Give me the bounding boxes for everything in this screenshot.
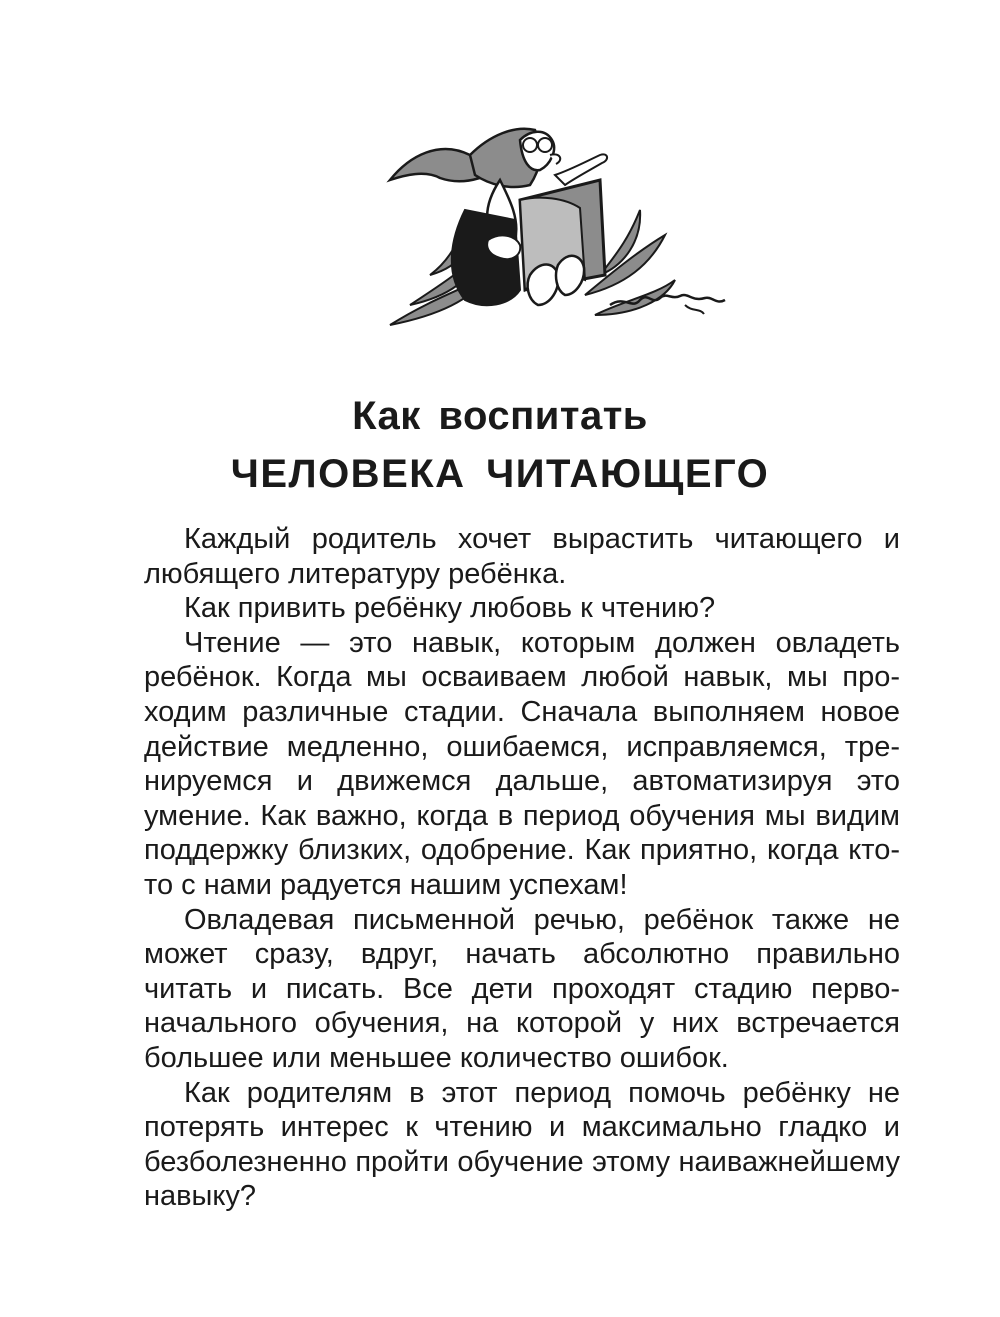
foot-left <box>528 264 559 305</box>
foot-right <box>556 256 584 295</box>
paragraph: Чтение — это навык, которым должен овладеть ребёнок. Когда мы осваиваем любой навык, мы проходим различные стадии. Сначала выполняем новое действие медленно, ошибаемся, исправляемся, тренируемся и движемся дальше, автоматизируя это умение. Как важно, когда в период обучения мы видим поддержку близких, одобрение. Как приятно, когда кто-то с нами радуется нашим успехам! <box>144 626 900 901</box>
title-line-1: Как воспитать <box>352 394 648 438</box>
title-line-2: ЧЕЛОВЕКА ЧИТАЮЩЕГО <box>230 452 770 496</box>
page-title <box>0 388 1000 502</box>
paragraph: Как привить ребёнку любовь к чтению? <box>184 592 716 625</box>
gnome-drawing <box>370 100 730 340</box>
squiggle-line <box>610 295 725 305</box>
body-text <box>144 522 900 1214</box>
reading-gnome-illustration <box>370 100 730 340</box>
paragraph: Как родителям в этот период помочь ребёнку не потерять интерес к чтению и максимально гладко и безболезненно пройти обучение этому наиважнейшему навыку? <box>144 1076 900 1213</box>
paragraph: Овладевая письменной речью, ребёнок также не может сразу, вдруг, начать абсолютно правильно читать и писать. Все дети проходят стадию первоначального обучения, на которой у них встречается большее или меньшее количество ошибок. <box>144 903 900 1074</box>
paragraph: Каждый родитель хочет вырастить читающего и любящего литературу ребёнка. <box>144 523 900 590</box>
